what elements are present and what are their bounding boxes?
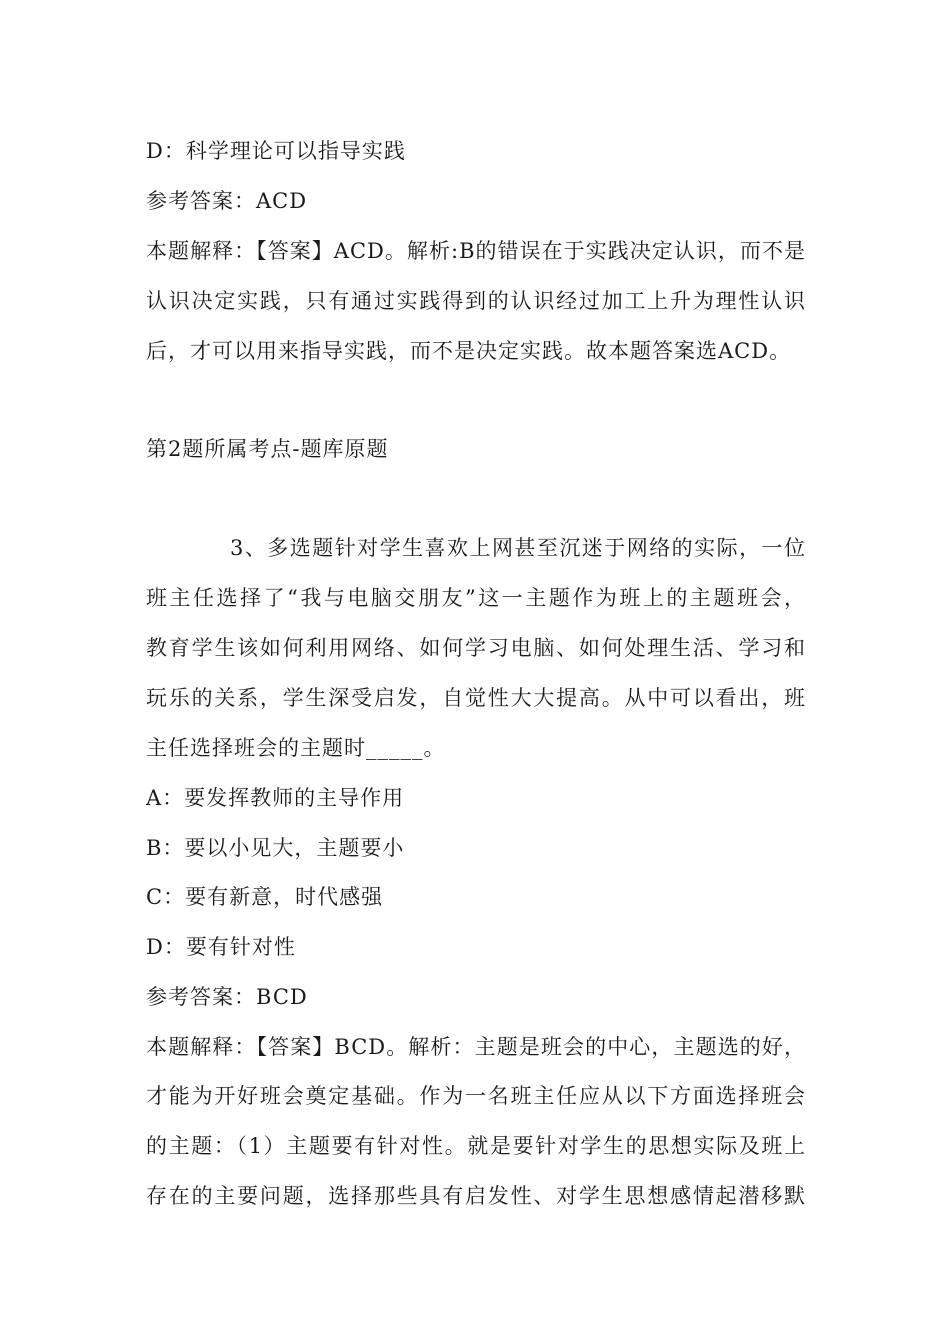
q3-explanation-line-2: 才能为开好班会奠定基础。作为一名班主任应从以下方面选择班会 <box>146 1084 806 1108</box>
q3-stem-line-1: 3、多选题针对学生喜欢上网甚至沉迷于网络的实际，一位 <box>230 536 806 560</box>
q3-explanation-line-1: 本题解释：【答案】BCD。解析：主题是班会的中心，主题选的好， <box>146 1035 806 1059</box>
q2-explanation-line-2: 认识决定实践，只有通过实践得到的认识经过加工上升为理性认识 <box>146 289 806 313</box>
q3-stem-line-3: 教育学生该如何利用网络、如何学习电脑、如何处理生活、学习和 <box>146 636 806 660</box>
q3-option-d: D：要有针对性 <box>146 935 296 959</box>
q3-answer: 参考答案：BCD <box>146 985 308 1009</box>
q3-option-a: A：要发挥教师的主导作用 <box>146 786 405 810</box>
q2-option-d: D：科学理论可以指导实践 <box>146 139 406 163</box>
q3-explanation-line-4: 存在的主要问题，选择那些具有启发性、对学生思想感情起潜移默 <box>146 1184 806 1208</box>
q3-stem-line-4: 玩乐的关系，学生深受启发，自觉性大大提高。从中可以看出，班 <box>146 686 806 710</box>
q3-stem-line-5: 主任选择班会的主题时_____。 <box>146 736 446 760</box>
q3-option-b: B：要以小见大，主题要小 <box>146 836 405 860</box>
q2-topic: 第2题所属考点-题库原题 <box>146 437 389 461</box>
q3-option-c: C：要有新意，时代感强 <box>146 885 384 909</box>
q3-explanation-line-3: 的主题：（1）主题要有针对性。就是要针对学生的思想实际及班上 <box>146 1134 806 1158</box>
q2-explanation-line-1: 本题解释：【答案】ACD。解析:B的错误在于实践决定认识，而不是 <box>146 239 806 263</box>
q2-explanation-line-3: 后，才可以用来指导实践，而不是决定实践。故本题答案选ACD。 <box>146 339 792 363</box>
q2-answer: 参考答案：ACD <box>146 189 308 213</box>
q3-stem-line-2: 班主任选择了“我与电脑交朋友”这一主题作为班上的主题班会， <box>146 586 806 610</box>
